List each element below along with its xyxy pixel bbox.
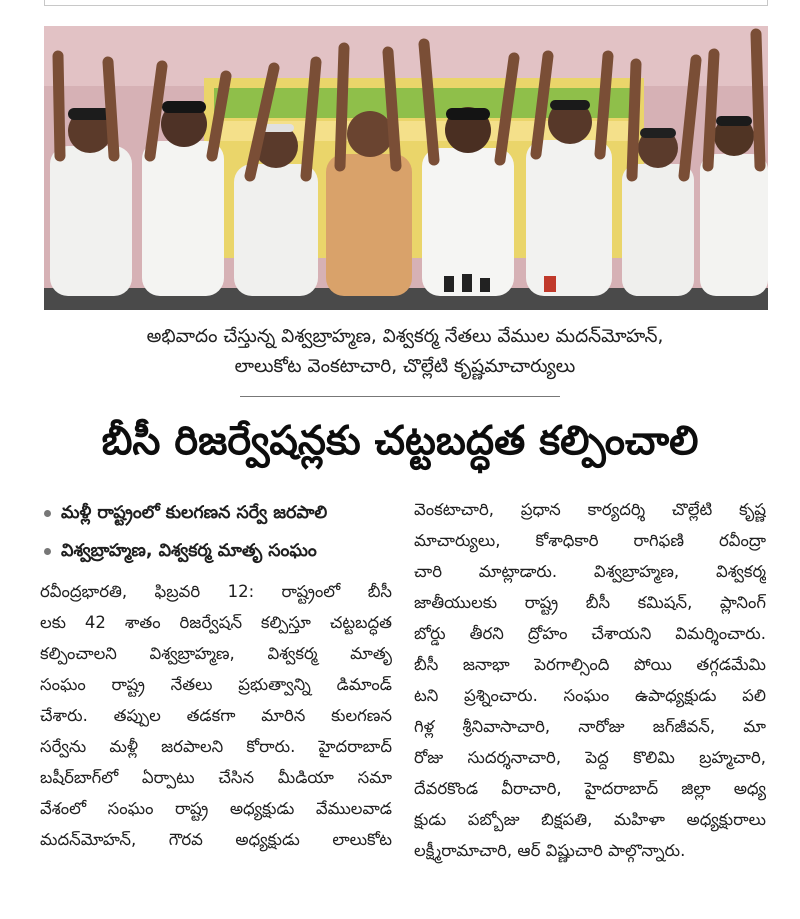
body-line: జాతీయులకు రాష్ట్ర బీసీ కమిషన్, ప్లానింగ్	[414, 593, 766, 612]
body-line: మదన్‌మోహన్, గౌరవ అధ్యక్షుడు లాలుకోట	[40, 830, 392, 849]
bullet-point	[40, 532, 392, 570]
headline: బీసీ రిజర్వేషన్లకు చట్టబద్ధత కల్పించాలి	[101, 418, 699, 464]
body-line: లకు 42 శాతం రిజర్వేషన్ కల్పిస్తూ చట్టబద్ధత	[40, 613, 392, 632]
caption-line: లాలుకోట వెంకటాచారి, చొల్లేటి కృష్ణమాచార్యులు	[234, 356, 576, 377]
body-line: సర్వేను మళ్లీ జరపాలని కోరారు. హైదరాబాద్	[40, 737, 392, 756]
body-line: లక్ష్మీరామాచారి, ఆర్ విష్ణుచారి పాల్గొన్నారు.	[414, 841, 686, 860]
group-photo-people-raising-joined-hands	[44, 26, 768, 310]
body-line: చేశారు. తప్పుల తడకగా మారిన కులగణన	[40, 706, 392, 725]
body-line: కల్పించాలని విశ్వబ్రాహ్మణ, విశ్వకర్మ మాతృ	[40, 644, 392, 663]
body-line: టని ప్రశ్నించారు. సంఘం ఉపాధ్యక్షుడు పలి	[414, 686, 766, 705]
body-line: వేశంలో సంఘం రాష్ట్ర అధ్యక్షుడు వేములవాడ	[40, 799, 392, 818]
caption-line: అభివాదం చేస్తున్న విశ్వబ్రాహ్మణ, విశ్వకర్మ నేతలు వేముల మదన్‌మోహన్,	[146, 326, 664, 347]
article-column-left	[40, 494, 392, 855]
photo-caption	[60, 322, 750, 382]
body-line: గిళ్ల శ్రీనివాసాచారి, నారోజు జగ్‌జీవన్, మా	[414, 717, 766, 736]
body-line: బషీర్‌బాగ్‌లో ఏర్పాటు చేసిన మీడియా సమా	[40, 768, 392, 787]
body-line: క్షుడు పబ్బోజు బిక్షపతి, మహిళా అధ్యక్షురాలు	[414, 810, 766, 829]
bullet-icon	[44, 548, 51, 555]
top-border-rule	[44, 0, 768, 6]
bullet-text: మళ్లీ రాష్ట్రంలో కులగణన సర్వే జరపాలి	[61, 502, 328, 523]
body-line: బీసీ జనాభా పెరగాల్సింది పోయి తగ్గడమేమి	[414, 655, 766, 674]
body-line: చారి మాట్లాడారు. విశ్వబ్రాహ్మణ, విశ్వకర్మ	[414, 562, 766, 581]
article-column-right	[414, 494, 766, 866]
caption-divider	[240, 396, 560, 397]
bullet-icon	[44, 510, 51, 517]
body-line: బోర్డు తీరని ద్రోహం చేశాయని విమర్శించారు.	[414, 624, 766, 643]
body-line: సంఘం రాష్ట్ర నేతలు ప్రభుత్వాన్ని డిమాండ్	[40, 675, 392, 694]
body-line: రవీంద్రభారతి, ఫిబ్రవరి 12: రాష్ట్రంలో బీసీ	[40, 582, 392, 601]
body-line: రోజు సుదర్శనాచారి, పెద్ద కొలిమి బ్రహ్మచారి,	[414, 748, 766, 767]
bullet-point	[40, 494, 392, 532]
body-line: వెంకటాచారి, ప్రధాన కార్యదర్శి చొల్లేటి కృష్ణ	[414, 500, 766, 519]
bullet-text: విశ్వబ్రాహ్మణ, విశ్వకర్మ మాతృ సంఘం	[61, 540, 317, 561]
body-line: మాచార్యులు, కోశాధికారి రాగిఫణి రవీంద్రా	[414, 531, 766, 550]
body-line: దేవరకొండ వీరాచారి, హైదరాబాద్ జిల్లా అధ్య	[414, 779, 766, 798]
news-photo	[44, 26, 768, 310]
